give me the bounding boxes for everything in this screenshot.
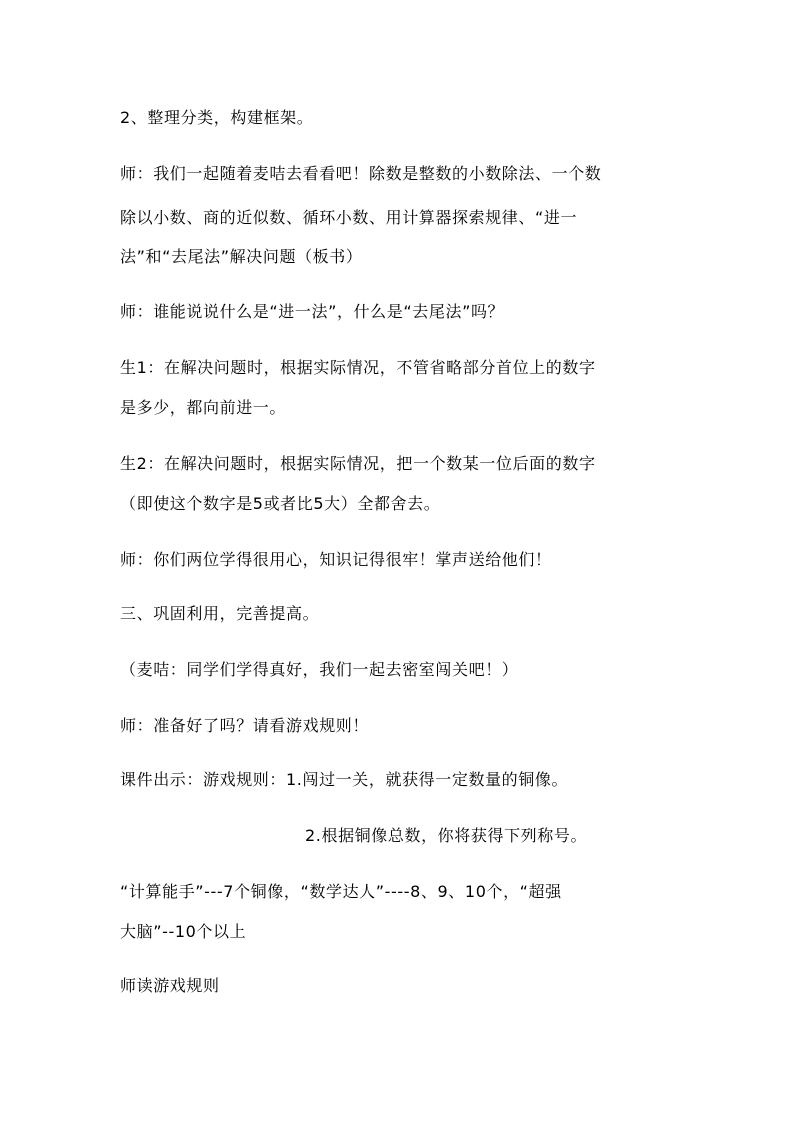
paragraph-teacher-praise: 师：你们两位学得很用心，知识记得很牢！掌声送给他们！ — [120, 550, 552, 569]
paragraph-teacher-question: 师：谁能说说什么是“进一法”，什么是“去尾法”吗？ — [120, 302, 505, 321]
section-heading-organize: 2、整理分类，构建框架。 — [120, 108, 314, 127]
paragraph-teacher-ready: 师：准备好了吗？请看游戏规则！ — [120, 716, 370, 735]
paragraph-student1-line-1: 生1：在解决问题时，根据实际情况，不管省略部分首位上的数字 — [120, 358, 596, 377]
paragraph-student2-line-1: 生2：在解决问题时，根据实际情况，把一个数某一位后面的数字 — [120, 454, 596, 473]
paragraph-rules-1: 课件出示：游戏规则：1.闯过一关，就获得一定数量的铜像。 — [120, 770, 569, 789]
paragraph-student2-line-2: （即使这个数字是5或者比5大）全都舍去。 — [120, 494, 441, 513]
paragraph-student1-line-2: 是多少，都向前进一。 — [120, 398, 287, 417]
paragraph-maiji: （麦咭：同学们学得真好，我们一起去密室闯关吧！） — [120, 660, 519, 679]
paragraph-teacher-line-3: 法”和“去尾法”解决问题（板书） — [120, 247, 363, 266]
paragraph-teacher-reads: 师读游戏规则 — [120, 976, 220, 995]
paragraph-titles-line-2: 大脑”--10个以上 — [120, 922, 247, 941]
section-heading-consolidate: 三、巩固利用，完善提高。 — [120, 604, 320, 623]
paragraph-titles-line-1: “计算能手”---7个铜像，“数学达人”----8、9、10个，“超强 — [120, 882, 562, 901]
paragraph-rules-2: 2.根据铜像总数，你将获得下列称号。 — [305, 826, 588, 845]
paragraph-teacher-line-1: 师：我们一起随着麦咭去看看吧！除数是整数的小数除法、一个数 — [120, 164, 602, 183]
paragraph-teacher-line-2: 除以小数、商的近似数、循环小数、用计算器探索规律、“进一 — [120, 208, 578, 227]
